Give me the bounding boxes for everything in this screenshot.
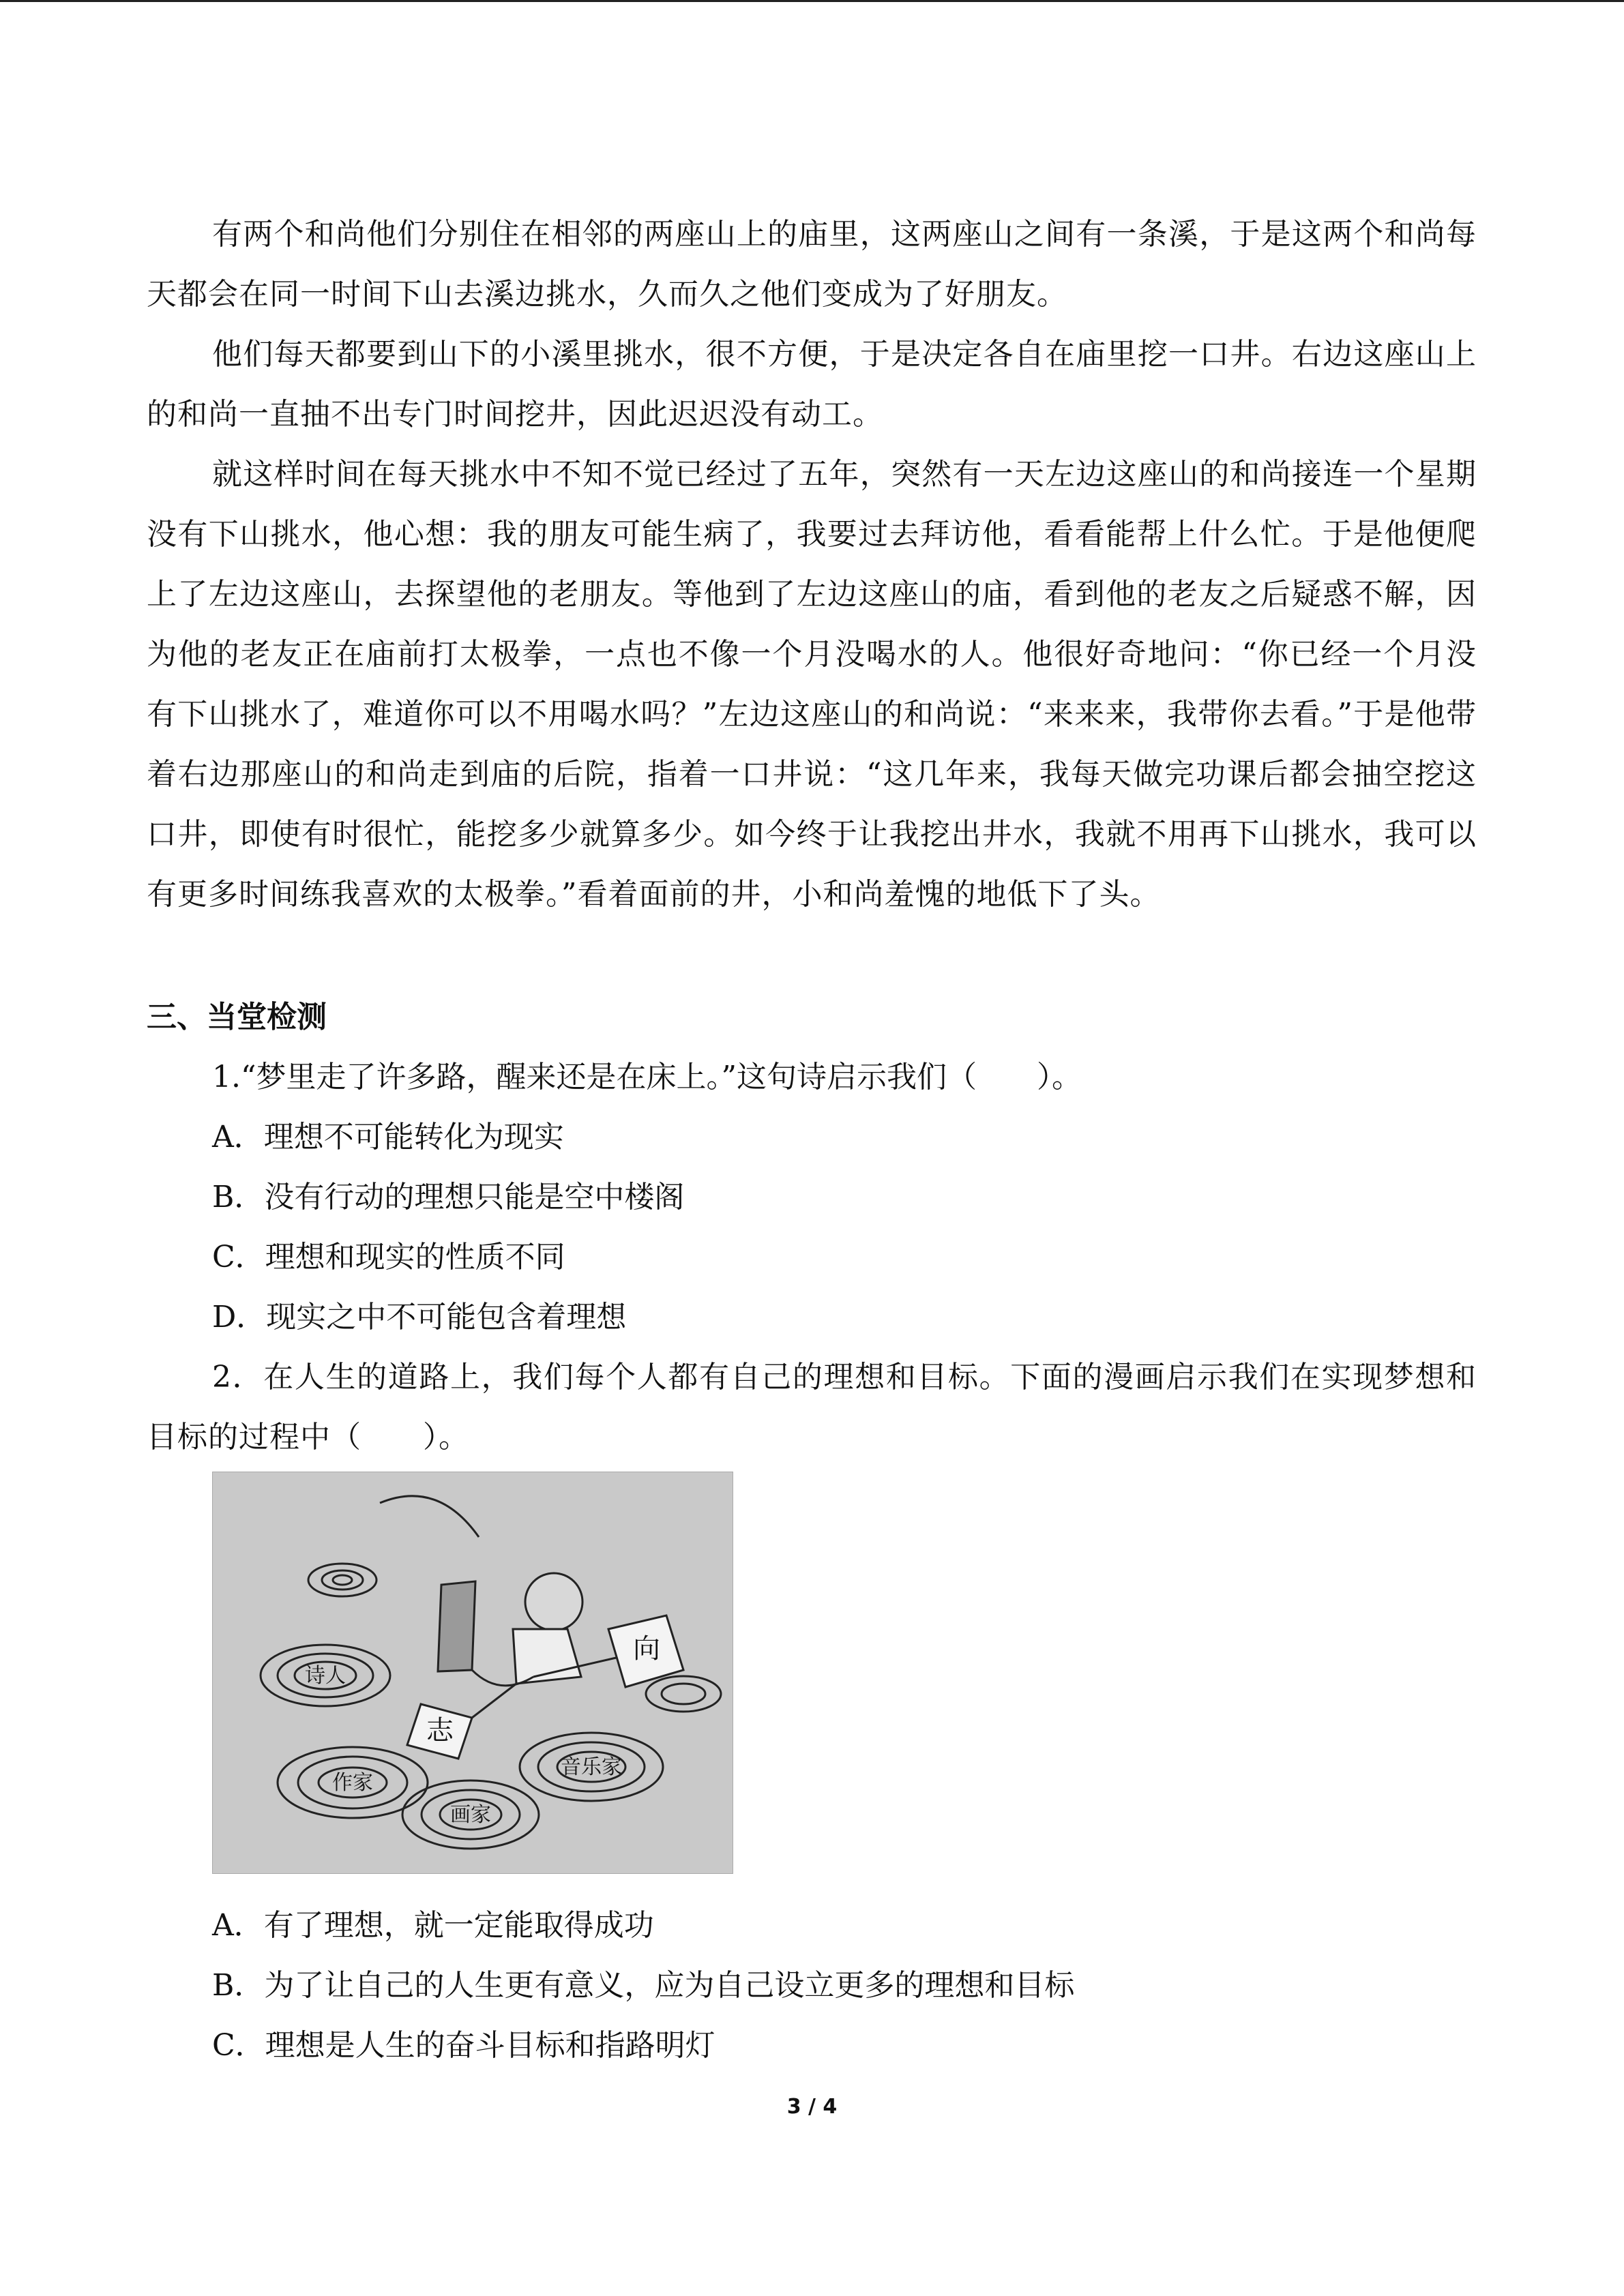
cartoon-label-musician: 音乐家 xyxy=(561,1756,622,1778)
question-1-option-c: C．理想和现实的性质不同 xyxy=(212,1240,565,1274)
top-border-line xyxy=(0,0,1624,2)
cartoon-image xyxy=(212,1472,733,1874)
question-1-option-d: D．现实之中不可能包含着理想 xyxy=(212,1300,627,1335)
cartoon-label-zhi: 志 xyxy=(426,1715,454,1746)
cartoon-label-poet: 诗人 xyxy=(305,1665,346,1687)
page-number: 3 / 4 xyxy=(786,2095,838,2119)
question-2-stem: 2．在人生的道路上，我们每个人都有自己的理想和目标。下面的漫画启示我们在实现梦想和目标的过程中（ ）。 xyxy=(147,1360,1477,1455)
question-1-option-a: A．理想不可能转化为现实 xyxy=(212,1120,564,1154)
cartoon-label-painter: 画家 xyxy=(450,1804,491,1826)
question-2-option-b: B．为了让自己的人生更有意义，应为自己设立更多的理想和目标 xyxy=(212,1968,1075,2003)
question-1-option-b: B．没有行动的理想只能是空中楼阁 xyxy=(212,1180,685,1214)
question-1-stem: 1.“梦里走了许多路，醒来还是在床上。”这句诗启示我们（ ）。 xyxy=(212,1060,1082,1094)
story-paragraph-3: 就这样时间在每天挑水中不知不觉已经过了五年，突然有一天左边这座山的和尚接连一个星期没有下山挑水，他心想：我的朋友可能生病了，我要过去拜访他，看看能帮上什么忙。于是他便爬上了左边这座山，去探望他的老朋友。等他到了左边这座山的庙，看到他的老友之后疑惑不解，因为他的老友正在庙前打太极拳，一点也不像一个月没喝水的人。他很好奇地问：“你已经一个月没有下山挑水了，难道你可以不用喝水吗？”左边这座山的和尚说：“来来来，我带你去看。”于是他带着右边那座山的和尚走到庙的后院，指着一口井说：“这几年来，我每天做完功课后都会抽空挖这口井，即使有时很忙，能挖多少就算多少。如今终于让我挖出井水，我就不用再下山挑水，我可以有更多时间练我喜欢的太极拳。”看着面前的井，小和尚羞愧的地低下了头。 xyxy=(147,457,1477,912)
story-paragraph-1: 有两个和尚他们分别住在相邻的两座山上的庙里，这两座山之间有一条溪，于是这两个和尚每天都会在同一时间下山去溪边挑水，久而久之他们变成为了好朋友。 xyxy=(147,217,1477,312)
cartoon-drawing xyxy=(213,1472,733,1873)
question-2-option-c: C．理想是人生的奋斗目标和指路明灯 xyxy=(212,2028,715,2063)
section-heading: 三、当堂检测 xyxy=(147,1000,327,1034)
story-paragraph-2: 他们每天都要到山下的小溪里挑水，很不方便，于是决定各自在庙里挖一口井。右边这座山上的和尚一直抽不出专门时间挖井，因此迟迟没有动工。 xyxy=(147,337,1477,432)
cartoon-label-xiang: 向 xyxy=(633,1633,660,1664)
question-2-option-a: A．有了理想，就一定能取得成功 xyxy=(212,1908,654,1943)
cartoon-label-writer: 作家 xyxy=(332,1772,373,1794)
